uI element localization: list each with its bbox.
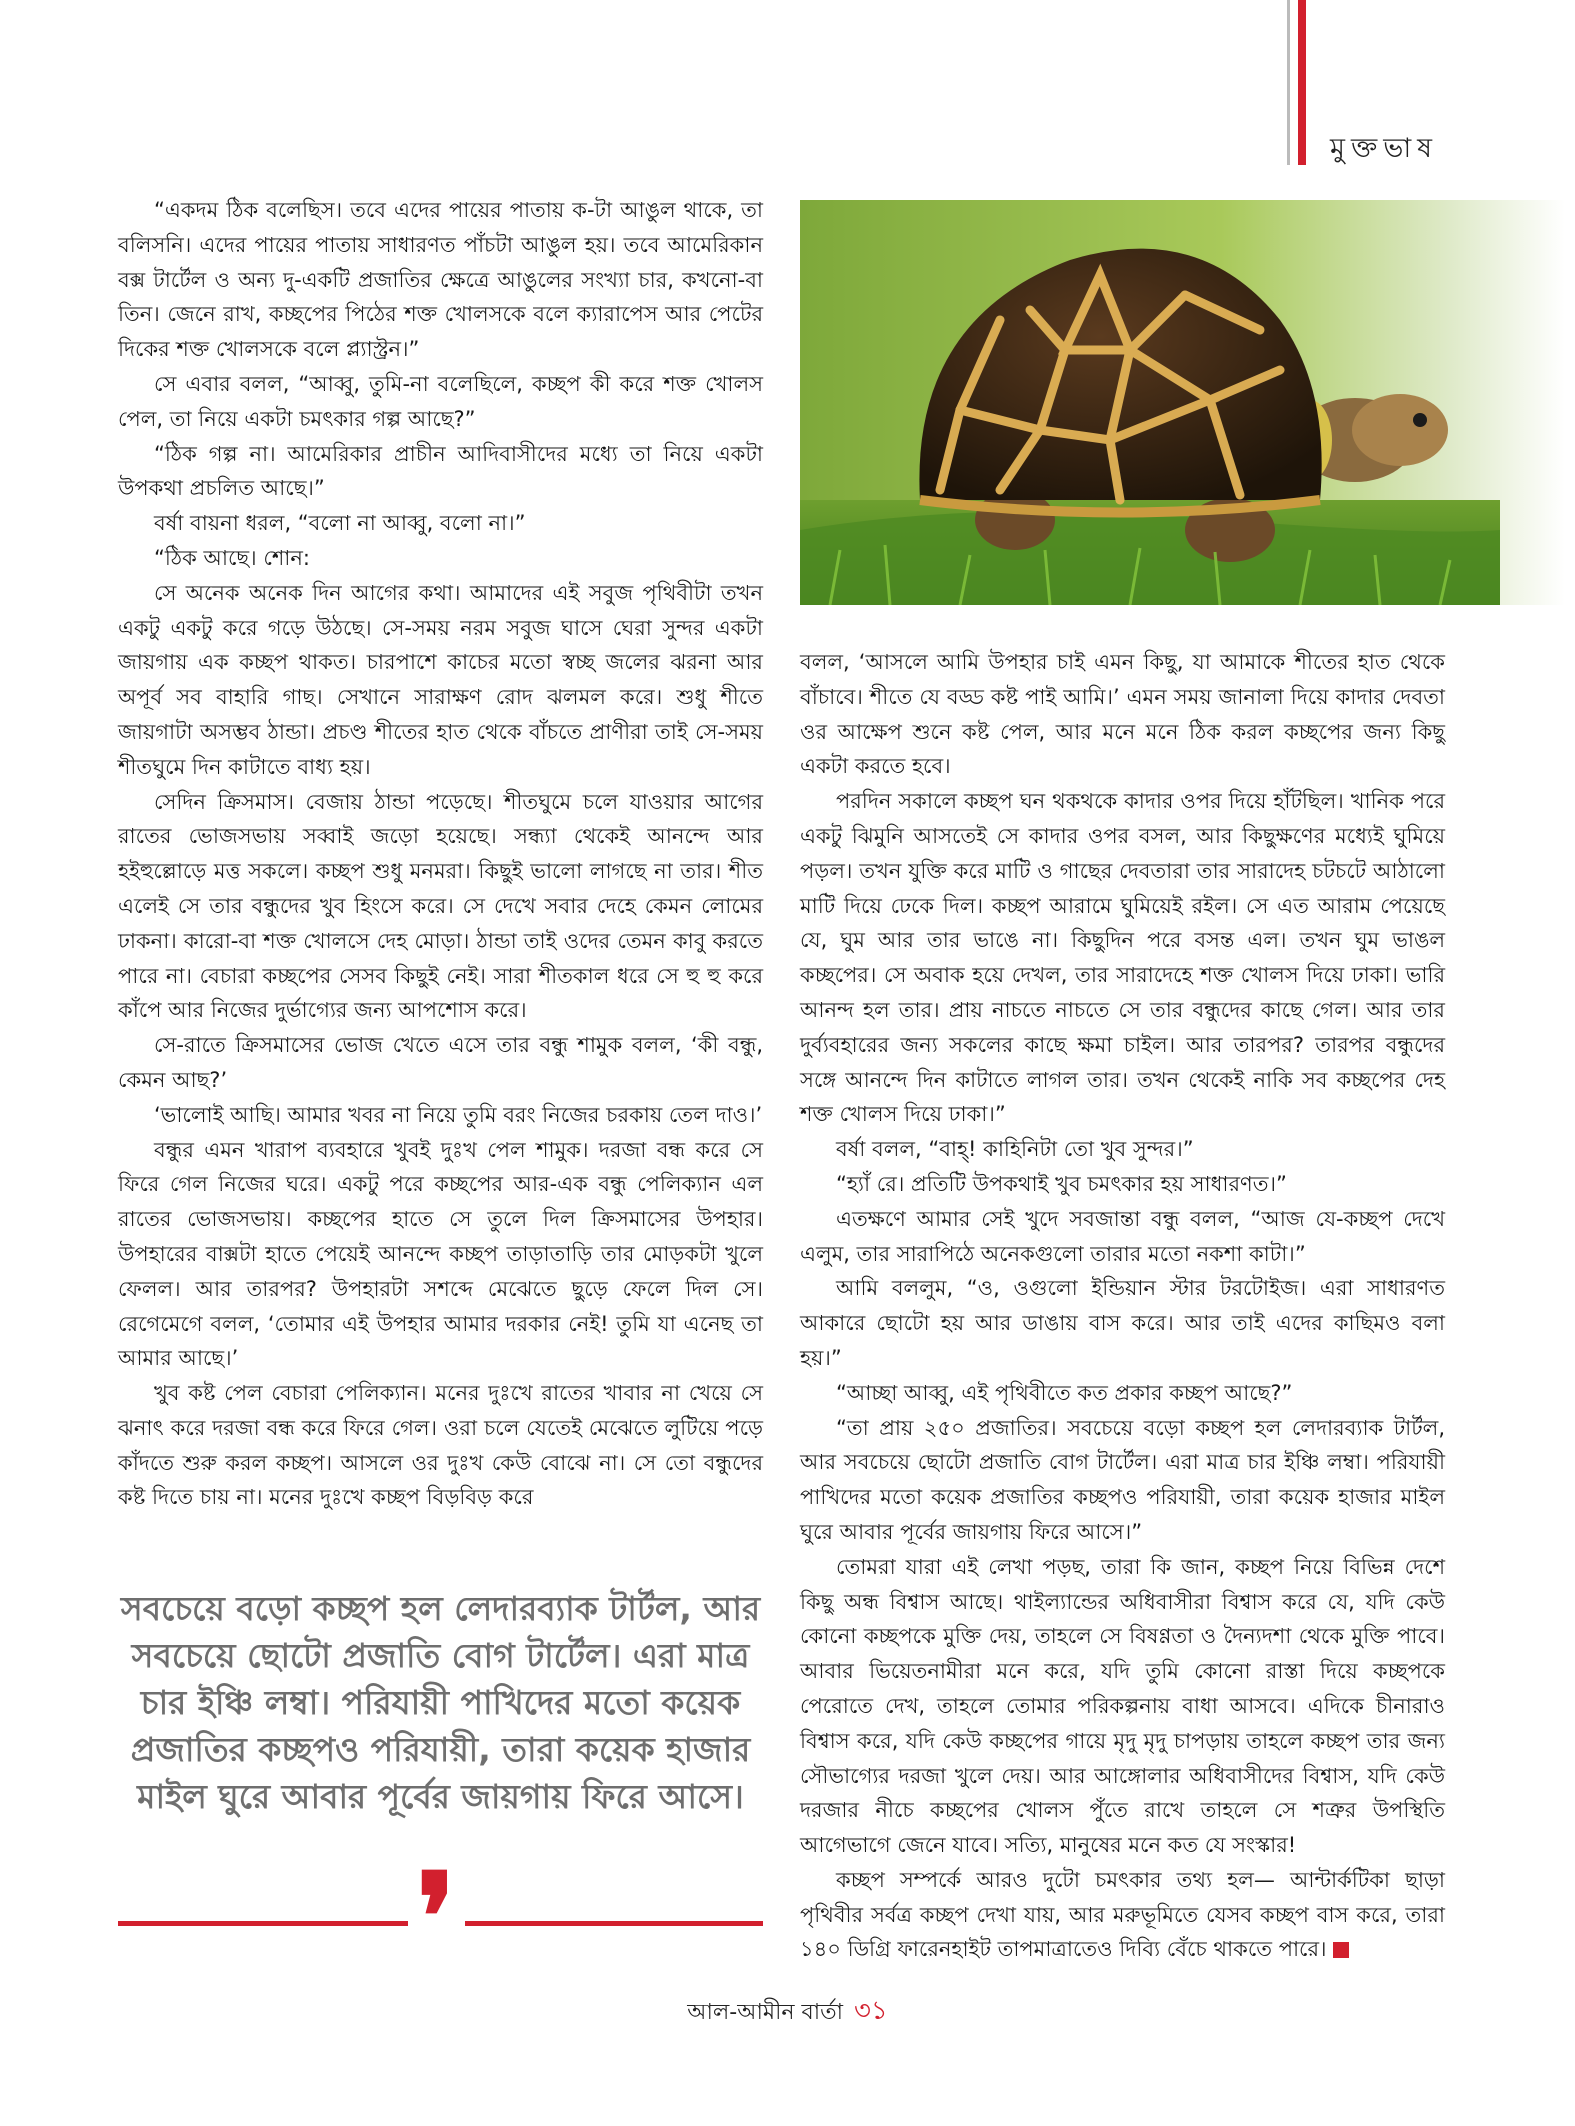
paragraph: সে এবার বলল, “আব্বু, তুমি-না বলেছিলে, কচ্ছপ কী করে শক্ত খোলস পেল, তা নিয়ে একটা চমৎকার গল্প আছে?” bbox=[118, 371, 763, 431]
paragraph: এতক্ষণে আমার সেই খুদে সবজান্তা বন্ধু বলল, “আজ যে-কচ্ছপ দেখে এলুম, তার সারাপিঠে অনেকগুলো তারার মতো নকশা কাটা।” bbox=[800, 1206, 1445, 1266]
paragraph: “তা প্রায় ২৫০ প্রজাতির। সবচেয়ে বড়ো কচ্ছপ হল লেদারব্যাক টার্টল, আর সবচেয়ে ছোটো প্রজাতি বোগ টার্টেল। এরা মাত্র চার ইঞ্চি লম্বা। পরিযায়ী পাখিদের মতো কয়েক প্রজাতির কচ্ছপও পরিযায়ী, তারা কয়েক হাজার মাইল ঘুরে আবার পূর্বের জায়গায় ফিরে আসে।” bbox=[800, 1415, 1445, 1544]
paragraph: “ঠিক গল্প না। আমেরিকার প্রাচীন আদিবাসীদের মধ্যে তা নিয়ে একটা উপকথা প্রচলিত আছে।” bbox=[118, 441, 763, 501]
star-tortoise-icon bbox=[800, 200, 1565, 605]
right-column bbox=[800, 645, 1445, 1967]
paragraph: “একদম ঠিক বলেছিস। তবে এদের পায়ের পাতায় ক-টা আঙুল থাকে, তা বলিসনি। এদের পায়ের পাতায় সাধারণত পাঁচটা আঙুল হয়। তবে আমেরিকান বক্স টার্টেল ও অন্য দু-একটি প্রজাতির ক্ষেত্রে আঙুলের সংখ্যা চার, কখনো-বা তিন। জেনে রাখ, কচ্ছপের পিঠের শক্ত খোলসকে বলে ক্যারাপেস আর পেটের দিকের শক্ত খোলসকে বলে প্ল্যাস্ট্রন।” bbox=[118, 198, 763, 362]
paragraph: সেদিন ক্রিসমাস। বেজায় ঠান্ডা পড়েছে। শীতঘুমে চলে যাওয়ার আগের রাতের ভোজসভায় সব্বাই জড়ো হয়েছে। সন্ধ্যা থেকেই আনন্দে আর হইহুল্লোড়ে মত্ত সকলে। কচ্ছপ শুধু মনমরা। কিছুই ভালো লাগছে না তার। শীত এলেই সে তার বন্ধুদের খুব হিংসে করে। সে দেখে সবার দেহে কেমন লোমের ঢাকনা। কারো-বা শক্ত খোলসে দেহ মোড়া। ঠান্ডা তাই ওদের তেমন কাবু করতে পারে না। বেচারা কচ্ছপের সেসব কিছুই নেই। সারা শীতকাল ধরে সে হু হু করে কাঁপে আর নিজের দুর্ভাগ্যের জন্য আপশোস করে। bbox=[118, 789, 763, 1023]
paragraph: ‘ভালোই আছি। আমার খবর না নিয়ে তুমি বরং নিজের চরকায় তেল দাও।’ bbox=[154, 1102, 763, 1127]
pull-quote-rule-right bbox=[465, 1921, 763, 1926]
section-label: মুক্তভাষ bbox=[1330, 133, 1439, 164]
paragraph: সে অনেক অনেক দিন আগের কথা। আমাদের এই সবুজ পৃথিবীটা তখন একটু একটু করে গড়ে উঠছে। সে-সময় নরম সবুজ ঘাসে ঘেরা সুন্দর একটা জায়গায় এক কচ্ছপ থাকত। চারপাশে কাচের মতো স্বচ্ছ জলের ঝরনা আর অপূর্ব সব বাহারি গাছ। সেখানে সারাক্ষণ রোদ ঝলমল করে। শুধু শীতে জায়গাটা অসম্ভব ঠান্ডা। প্রচণ্ড শীতের হাত থেকে বাঁচতে প্রাণীরা তাই সে-সময় শীতঘুমে দিন কাটাতে বাধ্য হয়। bbox=[118, 580, 763, 779]
paragraph: আমি বললুম, “ও, ওগুলো ইন্ডিয়ান স্টার টরটোইজ। এরা সাধারণত আকারে ছোটো হয় আর ডাঙায় বাস করে। আর তাই এদের কাছিমও বলা হয়।” bbox=[800, 1276, 1445, 1370]
paragraph: “হ্যাঁ রে। প্রতিটি উপকথাই খুব চমৎকার হয় সাধারণত।” bbox=[836, 1171, 1287, 1196]
paragraph bbox=[800, 1863, 1445, 1967]
header-rule-accent bbox=[1298, 0, 1306, 165]
paragraph: সে-রাতে ক্রিসমাসের ভোজ খেতে এসে তার বন্ধু শামুক বলল, ‘কী বন্ধু, কেমন আছ?’ bbox=[118, 1033, 763, 1092]
left-column bbox=[118, 193, 763, 1515]
pull-quote-rule-left bbox=[118, 1921, 408, 1926]
paragraph: “ঠিক আছে। শোন: bbox=[154, 545, 310, 570]
paragraph: তোমরা যারা এই লেখা পড়ছ, তারা কি জান, কচ্ছপ নিয়ে বিভিন্ন দেশে কিছু অন্ধ বিশ্বাস আছে। থাইল্যান্ডের অধিবাসীরা বিশ্বাস করে যে, যদি কেউ কোনো কচ্ছপকে মুক্তি দেয়, তাহলে সে বিষণ্ণতা ও দৈন্যদশা থেকে মুক্তি পাবে। আবার ভিয়েতনামীরা মনে করে, যদি তুমি কোনো রাস্তা দিয়ে কচ্ছপকে পেরোতে দেখ, তাহলে তোমার পরিকল্পনায় বাধা আসবে। এদিকে চীনারাও বিশ্বাস করে, যদি কেউ কচ্ছপের গায়ে মৃদু মৃদু চাপড়ায় তাহলে কচ্ছপ তার জন্য সৌভাগ্যের দরজা খুলে দেয়। আর আঙ্গোলার অধিবাসীদের বিশ্বাস, যদি কেউ দরজার নীচে কচ্ছপের খোলস পুঁতে রাখে তাহলে সে শত্রুর উপস্থিতি আগেভাগে জেনে যাবে। সত্যি, মানুষের মনে কত যে সংস্কার! bbox=[800, 1554, 1445, 1858]
paragraph: বন্ধুর এমন খারাপ ব্যবহারে খুবই দুঃখ পেল শামুক। দরজা বন্ধ করে সে ফিরে গেল নিজের ঘরে। একটু পরে কচ্ছপের আর-এক বন্ধু পেলিক্যান এল রাতের ভোজসভায়। কচ্ছপের হাতে সে তুলে দিল ক্রিসমাসের উপহার। উপহারের বাক্সটা হাতে পেয়েই আনন্দে কচ্ছপ তাড়াতাড়ি তার মোড়কটা খুলে ফেলল। আর তারপর? উপহারটা সশব্দে মেঝেতে ছুড়ে ফেলে দিল সে। রেগেমেগে বলল, ‘তোমার এই উপহার আমার দরকার নেই! তুমি যা এনেছ তা আমার আছে।’ bbox=[118, 1137, 763, 1371]
tortoise-photo bbox=[800, 200, 1565, 605]
quote-mark-icon: ❜ bbox=[416, 1847, 456, 1988]
end-mark-icon bbox=[1333, 1942, 1349, 1958]
header-rule-thin bbox=[1287, 0, 1290, 165]
paragraph: বর্ষা বায়না ধরল, “বলো না আব্বু, বলো না।” bbox=[154, 511, 526, 536]
paragraph: বর্ষা বলল, “বাহ্! কাহিনিটা তো খুব সুন্দর।” bbox=[836, 1137, 1194, 1162]
paragraph: “আচ্ছা আব্বু, এই পৃথিবীতে কত প্রকার কচ্ছপ আছে?” bbox=[836, 1380, 1293, 1405]
magazine-title: আল-আমীন বার্তা bbox=[687, 2000, 844, 2025]
paragraph: বলল, ‘আসলে আমি উপহার চাই এমন কিছু, যা আমাকে শীতের হাত থেকে বাঁচাবে। শীতে যে বড্ড কষ্ট পাই আমি।’ এমন সময় জানালা দিয়ে কাদার দেবতা ওর আক্ষেপ শুনে কষ্ট পেল, আর মনে মনে ঠিক করল কচ্ছপের জন্য কিছু একটা করতে হবে। bbox=[800, 650, 1445, 779]
pull-quote: সবচেয়ে বড়ো কচ্ছপ হল লেদারব্যাক টার্টল, আর সবচেয়ে ছোটো প্রজাতি বোগ টার্টেল। এরা মাত্র চার ইঞ্চি লম্বা। পরিযায়ী পাখিদের মতো কয়েক প্রজাতির কচ্ছপও পরিযায়ী, তারা কয়েক হাজার মাইল ঘুরে আবার পূর্বের জায়গায় ফিরে আসে। bbox=[120, 1589, 761, 1816]
paragraph: পরদিন সকালে কচ্ছপ ঘন থকথকে কাদার ওপর দিয়ে হাঁটছিল। খানিক পরে একটু ঝিমুনি আসতেই সে কাদার ওপর বসল, আর কিছুক্ষণের মধ্যেই ঘুমিয়ে পড়ল। তখন যুক্তি করে মাটি ও গাছের দেবতারা তার সারাদেহ চটচটে আঠালো মাটি দিয়ে ঢেকে দিল। কচ্ছপ আরামে ঘুমিয়েই রইল। সে এত আরাম পেয়েছে যে, ঘুম আর তার ভাঙে না। কিছুদিন পরে বসন্ত এল। তখন ঘুম ভাঙল কচ্ছপের। সে অবাক হয়ে দেখল, তার সারাদেহে শক্ত খোলস দিয়ে ঢাকা। ভারি আনন্দ হল তার। প্রায় নাচতে নাচতে সে তার বন্ধুদের কাছে গেল। আর তার দুর্ব্যবহারের জন্য সকলের কাছে ক্ষমা চাইল। আর তারপর? তারপর বন্ধুদের সঙ্গে আনন্দে দিন কাটাতে লাগল তার। তখন থেকেই নাকি সব কচ্ছপের দেহ শক্ত খোলস দিয়ে ঢাকা।” bbox=[800, 789, 1445, 1127]
paragraph-text: কচ্ছপ সম্পর্কে আরও দুটো চমৎকার তথ্য হল— আন্টার্কটিকা ছাড়া পৃথিবীর সর্বত্র কচ্ছপ দেখা যায়, আর মরুভূমিতে যেসব কচ্ছপ বাস করে, তারা ১৪০ ডিগ্রি ফারেনহাইট তাপমাত্রাতেও দিব্যি বেঁচে থাকতে পারে। bbox=[800, 1867, 1445, 1962]
paragraph: খুব কষ্ট পেল বেচারা পেলিক্যান। মনের দুঃখে রাতের খাবার না খেয়ে সে ঝনাৎ করে দরজা বন্ধ করে ফিরে গেল। ওরা চলে যেতেই মেঝেতে লুটিয়ে পড়ে কাঁদতে শুরু করল কচ্ছপ। আসলে ওর দুঃখ কেউ বোঝে না। সে তো বন্ধুদের কষ্ট দিতে চায় না। মনের দুঃখে কচ্ছপ বিড়বিড় করে bbox=[118, 1381, 763, 1510]
page-footer bbox=[0, 1990, 1575, 2034]
page-number: ৩১ bbox=[854, 1996, 888, 2026]
